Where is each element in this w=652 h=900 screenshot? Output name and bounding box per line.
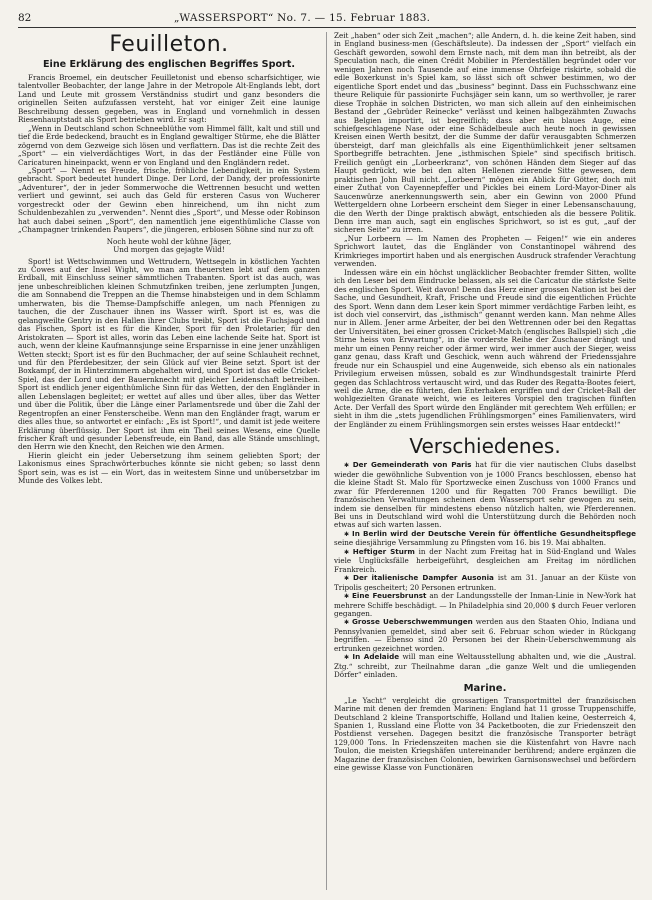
news-text: werden aus den Staaten Ohio, Indiana und Pennsylvanien gemeldet, sind aber seit 6. Februar schon wieder in Rückgang begriffen. — Ebenso sind 20 Personen bei der Rhein-Ueberschwemmung als ertrunken gezeichnet worden. bbox=[334, 617, 636, 653]
news-lead: In Berlin wird der Deutsche Verein für öffentliche Gesundheitspflege bbox=[352, 528, 636, 538]
star-icon: ✱ bbox=[344, 619, 350, 627]
news-list bbox=[334, 461, 636, 679]
running-title: „WASSERSPORT“ No. 7. — 15. Februar 1883. bbox=[174, 12, 431, 24]
marine-paragraph: „Le Yacht“ vergleicht die grossartigen Transportmittel der französischen Marine mit denen der fremden Marinen: England hat 11 grosse Truppenschiffe, Deutschland 2 kleine Transportschiffe, Holland und Italien keine, Oesterreich 4, Spanien 1, Russland eine Flotte von 34 Packetbooten, die zur Friedenszeit den Postdienst versehen. Dagegen besitzt die französische Transporter beträgt 129,000 Tons. In Friedenszeiten machen sie die Küstenfahrt von Havre nach Toulon, die meisten Kriegshäfen untereinander berührend; andere ergänzen die Magazine der französischen Colonien, bewirken Garnisonswechsel und befördern eine gewisse Klasse von Functionären bbox=[334, 695, 636, 773]
star-icon: ✱ bbox=[344, 593, 350, 601]
news-item bbox=[334, 530, 636, 548]
star-icon: ✱ bbox=[344, 575, 350, 583]
news-item bbox=[334, 461, 636, 530]
news-item bbox=[334, 574, 636, 592]
feuilleton-subtitle: Eine Erklärung des englischen Begriffes Sport. bbox=[42, 59, 296, 70]
feuilleton-paragraph: „Wenn in Deutschland schon Schneeblüthe vom Himmel fällt, kalt und still und tief die Erde bedeckend, braucht es in England gewaltiger Stürme, ehe die Blätter zögernd von dem Gezweige sich lösen und verflattern. Das ist die rechte Zeit des „Sport“ — ein vielverdächtiges Wort, in das der Festländer eine Fülle von Caricaturen hineinpackt, wenn er von England und den Engländern redet. bbox=[18, 123, 320, 167]
right-column bbox=[334, 32, 636, 890]
feuilleton-continuation: Zeit „haben“ oder sich Zeit „machen“; alle Andern, d. h. die keine Zeit haben, sind in England business-men (Geschäftsleute). Da indessen der „Sport“ vielfach ein Geschäft geworden, sowohl dem Ernste nach, mit dem man ihn betreibt, als der Speculation nach, die einen Crédit Mobilier in Pferdeställen begründet oder vor wenigen Jahren noch Tausende auf eine immense Ohrfeige riskirte, sobald die edle Boxerkunst in's Spiel kam, so lässt sich oft schwer bestimmen, wo der eigentliche Sport endet und das „business“ beginnt. Dass ein Fuchsschwanz eine theure Reliquie für passionirte Fuchsjäger sein kann, um so werthvoller, je rarer diese Trophäe in solchen Districten, wo man sich allein auf den einheimischen Bestand der „Gebrüder Reinecke“ verlässt und keinen halbgezähmten Zuwachs aus Belgien importirt, ist begreiflich; dass aber ein blaues Auge, eine schiefgeschlagene Nase oder eine Schädelbeule auch heute noch in gewissen Kreisen einen Werth besitzt, der die Summe der dafür verausgabten Schmerzen übersteigt, darf man gleichfalls als eine Eigenthümlichkeit jener seltsamen Sportbegriffe betrachten. Jene „isthmischen Spiele“ sind specifisch britisch. Freilich genügt ein „Lorbeerkranz“, von schönen Händen dem Sieger auf das Haupt gedrückt, wie bei den alten Hellenen zierende Sitte gewesen, dem praktischen John Bull nicht. „Lorbeern“ mögen ein Ablick für Götter, doch mit einer Zuthat von Cayennepfeffer und Pickles bei einem Lord-Mayor-Diner als Saucenwürze anerkennungswerth sein, aber ein Gewinn von 2000 Pfund Wettergeldern ohne Lorbeern erscheint dem Sieger in einer Lebensanschauung, die den Werth der Dinge praktisch abwägt, entschieden als die bessere Politik. Denn irre man auch, sagt ein englisches Sprichwort, so ist es gut, „auf der sicheren Seite“ zu irren. bbox=[334, 32, 636, 235]
news-text: seine diesjährige Versammlung zu Pfingsten vom 16. bis 19. Mai abhalten. bbox=[334, 538, 607, 548]
news-lead: Eine Feuersbrunst bbox=[351, 591, 427, 601]
news-text: ist am 31. Januar an der Küste von Tripolis gescheitert; 20 Personen ertrunken. bbox=[334, 573, 636, 592]
feuilleton-paragraph: Hierin gleicht ein jeder Uebersetzung ihm seinem geliebten Sport; der Lakonismus eines Sprachwörterbuches könnte sie nicht geben; so lasst denn Sport sein, was es ist — ein Wort, das in weitestem Sinne und unübersetzbar im Munde des Volkes lebt. bbox=[18, 450, 320, 486]
verse-line: Noch heute wohl der kühne Jäger, bbox=[106, 236, 232, 246]
news-lead: Heftiger Sturm bbox=[352, 546, 415, 556]
verse-line: Und morgen das gejagte Wild! bbox=[113, 245, 225, 255]
feuilleton-continuation: Indessen wäre ein ein höchst ungläcklicher Beobachter fremder Sitten, wollte ich den Leser bei dem Eindrucke belassen, als sei die Caricatur die stärkste Seite des englischen Sport. Weit davon! Denn das Herz einer grossen Nation ist bei der Sache, und Gesundheit, Kraft, Frische und Freude sind die eigentlichen Früchte des Sport. Wenn dann dem Leser kein Sport mimmer verdächtige Farben leiht, es ist doch viel conservirt, das „isthmisch“ genannt werden kann. Man nehme Alles nur in Allem. Jener arme Arbeiter, der bei den Wettrennen oder bei den Regattas der Universitäten, bei einer grossen Cricket-Match (englisches Ballspiel) sich „die Stirne heiss von Erwartung“, in die vorderste Reihe der Zuschauer drängt und mehr um einen Penny reicher oder ärmer wird, wer immer auch der Sieger, weiss ganz genau, dass Kraft und Geschick, wenn auch während der Friedenssjahre freude nur ein Schauspiel und eine Augenweide, sich ebenso als ein nationales Privilegium erweisen müssen, sobald es zur Windhundsgestalt trainirte Pferd gegen das Schlachtross vertauscht wird, und das Ruder des Regatta-Bootes feiert, weil die Arme, die es führten, den Enterhaken ergriffen und der Cricket-Ball der wohlgezielten Granate weicht, wie es leiteres Vorspiel den tragischen fünften Acte. Der Verfall des Sport würde den Engländer mit gerechtem Weh erfüllen; er sieht in ihm die „stets jugendlichen Frühlingsmorgen“ eines Familienvaters, wird der Engländer zu einem Frühlingsmorgen sein erstes weisses Haar entdeckt!“ bbox=[334, 267, 636, 429]
news-item bbox=[334, 548, 636, 574]
feuilleton-title: Feuilleton. bbox=[109, 32, 229, 57]
feuilleton-paragraph: Francis Broemel, ein deutscher Feuilletonist und ebenso scharfsichtiger, wie talentvoller Beobachter, der lange Jahre in der Metropole Alt-Englands lebt, dort Land und Leute mit grossem Verständniss studirt und ganz besonders die originellen Seiten aufzufassen versteht, hat vor einiger Zeit eine launige Beschreibung dessen gegeben, was in England und vornehmlich in dessen Riesenhauptstadt als Sport betrieben wird. Er sagt: bbox=[18, 73, 320, 125]
feuilleton-continuation: „Nur Lorbeern — Im Namen des Propheten — Feigen!“ wie ein anderes Sprichwort lautet, das die Engländer von Constantinopel während des Krimkrieges importirt haben und als energischen Ausdruck strafender Verachtung verwenden. bbox=[334, 233, 636, 269]
marine-title: Marine. bbox=[463, 682, 507, 694]
news-text: an der Landungsstelle der Inman-Linie in New-York hat mehrere Schiffe beschädigt. — In Philadelphia sind 20,000 $ durch Feuer verloren gegangen. bbox=[334, 591, 636, 618]
star-icon: ✱ bbox=[344, 548, 350, 556]
news-item bbox=[334, 592, 636, 618]
page-number: 82 bbox=[18, 12, 32, 24]
feuilleton-paragraph: „Sport“ — Nennt es Freude, frische, fröhliche Lebendigkeit, in ein System gebracht. Sport bedeutet hundert Dinge. Der Lord, der Dandy, der professionirte „Adventurer“, der in jeder Sommerwoche die Wettrennen besucht und wetten verliert und gewinnt, sei auch das Geld für ersteren Casus von Wucherer vorgestreckt oder der Gewinn eben hinreichend, um ihn nicht zum Schuldenbezahlen zu „verwenden“. Nennt dies „Sport“, und Messe oder Robinson hat auch dabei seinen „Sport“, den namentlich jene eigenthümliche Classe von „Champagner trinkenden Paupers“, die jüngeren, erblosen Söhne sind nur zu oft bbox=[18, 165, 320, 235]
news-text: will man eine Weltausstellung abhalten und, wie die „Austral. Ztg.“ schreibt, zur Theilnahme daran „die ganze Welt und die umliegenden Dörfer“ einladen. bbox=[334, 652, 636, 680]
feuilleton-paragraph: Sport! ist Wettschwimmen und Wettrudern, Wettsegeln in köstlichen Yachten zu Cowes auf der Insel Wight, wo man am theuersten lebt auf dem ganzen Erdball, mit Einschluss seiner sämmtlichen Trabanten. Sport ist das auch, was jene unbeschreiblichen kleinen Schmutzfinken treiben, jene zerlumpten Jungen, die am Sonnabend die Treppen an die Themse hinabsteigen und in dem Schlamm umherwaten, bis die Themse-Dampfschiffe anlegen, um nach Pfennigen zu tauchen, die der Zuschauer ihnen ins Wasser wirft. Sport ist es, was die gelangweilte Gentry in den Hallen ihrer Clubs treibt, Sport ist die Fuchsjagd und das Fischen, Sport ist es für die Kinder, Sport für den Proletarier, für den Aristokraten — Sport ist alles, worin das Leben eine lachende Seite hat. Sport ist auch, wenn der kleine Kaufmannsjunge seine Ersparnisse in eine jener unzähligen Wetten steckt; Sport ist es für den Buchmacher, der auf seine Schlauheit rechnet, und für den Pferdebesitzer, der sein Glück auf vier Beine setzt. Sport ist der Boxkampf, der in Hinterzimmern abgehalten wird, und Sport ist das edle Cricket-Spiel, das der Lord und der Bauernknecht mit gleicher Leidenschaft betreiben. Sport ist endlich jener eigenthümliche Sinn für das Wetten, der den Engländer in allen Lebenslagen begleitet; er wettet auf alles und über alles, über das Wetter und über die Politik, über die Länge einer Parlamentsrede und über die Zahl der Regentropfen an einer Fensterscheibe. Wenn man den Engländer fragt, warum er dies alles thue, so antwortet er einfach: „Es ist Sport!“, und damit ist jede weitere Erklärung überflüssig. Der Sport ist ihm ein Theil seines Wesens, eine Quelle frischer Kraft und gesunder Lebensfreude, ein Band, das alle Stände umschlingt, den Herrn wie den Knecht, den Reichen wie den Armen. bbox=[18, 256, 320, 452]
verse-quote bbox=[18, 238, 320, 255]
page-header bbox=[18, 12, 636, 28]
star-icon: ✱ bbox=[344, 530, 350, 538]
news-text: in der Nacht zum Freitag hat in Süd-England und Wales viele Unglücksfälle herbeigeführt, desgleichen am Freitag im nördlichen Frankreich. bbox=[334, 546, 636, 574]
news-lead: In Adelaide bbox=[352, 652, 400, 662]
news-text: hat für die vier nautischen Clubs daselbst wieder die gewöhnliche Subvention von je 1000 Francs beschlossen, ebenso hat die kleine Stadt St. Malo für Sportzwecke einen Zuschuss von 1000 Francs und zwar für Pferderennen 1200 und für Regatten 700 Francs bewilligt. Die französischen Verwaltungen scheinen dem Wassersport sehr gewogen zu sein, indem sie denselben für mindestens ebenso nützlich halten, wie Pferderennen. Bei uns in Deutschland wird wohl die Unterstützung durch die Behörden noch etwas auf sich warten lassen. bbox=[334, 460, 636, 530]
news-item bbox=[334, 653, 636, 679]
news-item bbox=[334, 618, 636, 653]
header-rule bbox=[18, 27, 636, 28]
news-lead: Grosse Ueberschwemmungen bbox=[352, 617, 473, 627]
star-icon: ✱ bbox=[344, 654, 350, 662]
verschiedenes-title: Verschiedenes. bbox=[409, 434, 561, 459]
left-column bbox=[18, 32, 320, 890]
news-lead: Der italienische Dampfer Ausonia bbox=[353, 573, 494, 583]
news-lead: Der Gemeinderath von Paris bbox=[352, 460, 472, 470]
column-divider bbox=[326, 32, 327, 890]
star-icon: ✱ bbox=[344, 462, 350, 470]
